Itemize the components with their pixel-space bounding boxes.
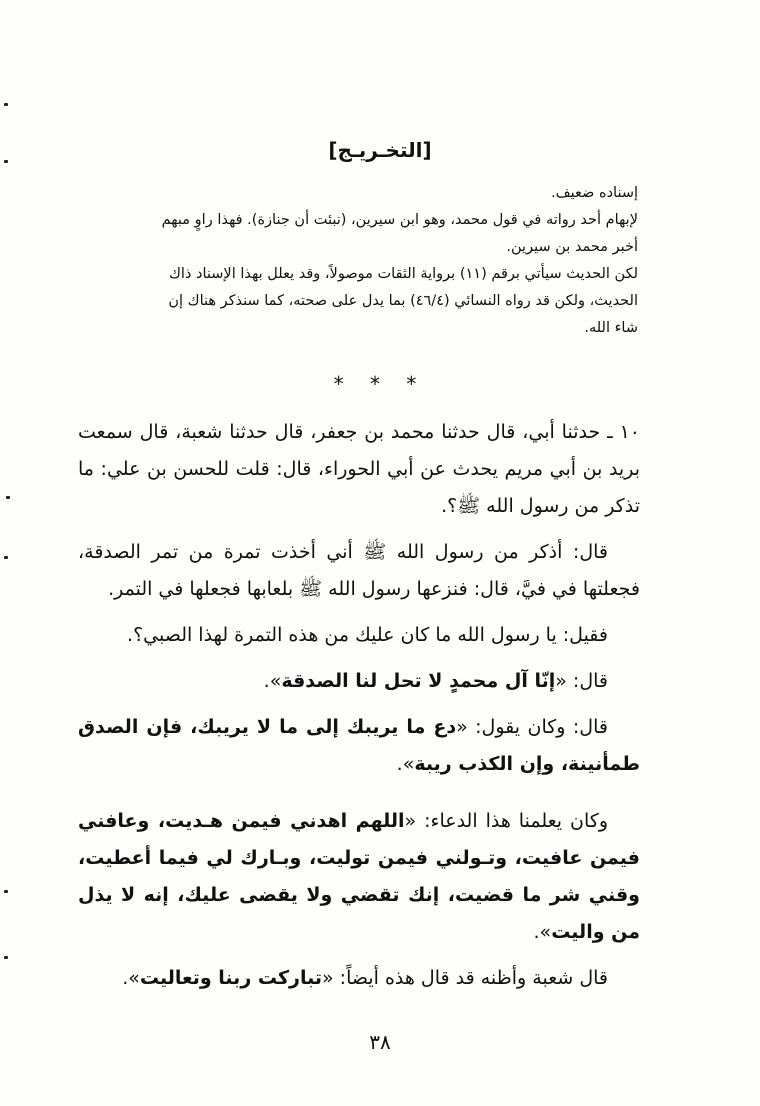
note-line: لإبهام أحد رواته في قول محمد، وهو ابن سيرين، (نبئت أن جنازة). فهذا راوٍ مبهم (161, 212, 638, 228)
note-line: شاء الله. (584, 320, 638, 336)
hadith-paragraph (78, 803, 640, 951)
quote-end: ». (263, 670, 282, 692)
hadith-text (78, 414, 640, 1006)
hadith-paragraph (78, 663, 640, 700)
takhrij-notes (80, 180, 638, 342)
quote-intro: قال شعبة وأظنه قد قال هذه أيضاً: « (322, 967, 608, 989)
hadith-paragraph (78, 960, 640, 997)
prophetic-quote: تباركت ربنا وتعاليت (139, 967, 322, 989)
note-line: الحديث، ولكن قد رواه النسائي (٤٦/٤) بما يدل على صحته، كما سنذكر هناك إن (168, 293, 638, 309)
scan-mark (4, 956, 8, 959)
note-line: إسناده ضعيف. (551, 185, 638, 201)
prophetic-quote: اللهم اهدني فيمن هـديت، وعافني فيمن عافيت، وتـولني فيمن توليت، وبـارك لي فيما أعطيت، وقني شر ما قضيت، إنك تقضي ولا يقضى عليك، إنه لا يذل من واليت (78, 810, 640, 943)
scan-mark (4, 890, 8, 893)
scan-mark (4, 556, 8, 559)
hadith-paragraph: قال: أذكر من رسول الله ﷺ أني أخذت تمرة من تمر الصدقة، فجعلتها في فيَّ، قال: فنزعها رسول الله ﷺ بلعابها فجعلها في التمر. (78, 541, 640, 600)
quote-intro: قال: « (555, 670, 608, 692)
prophetic-quote: دع ما يريبك إلى ما لا يريبك، فإن الصدق طمأنينة، وإن الكذب ريبة (78, 716, 640, 775)
prophetic-quote: إنّا آل محمدٍ لا تحل لنا الصدقة (281, 670, 556, 692)
quote-end: ». (122, 967, 140, 989)
page-number: ٣٨ (369, 1030, 391, 1054)
quote-end: ». (533, 921, 552, 943)
note-line: لكن الحديث سيأتي برقم (١١) برواية الثقات موصولاً، وقد يعلل بهذا الإسناد ذاك (168, 266, 638, 282)
hadith-paragraph: فقيل: يا رسول الله ما كان عليك من هذه التمرة لهذا الصبي؟. (127, 624, 608, 646)
quote-end: ». (396, 753, 415, 775)
hadith-isnad: ١٠ ـ حدثنا أبي، قال حدثنا محمد بن جعفر، قال حدثنا شعبة، قال سمعت بريد بن أبي مريم يحدث عن أبي الحوراء، قال: قلت للحسن بن علي: ما تذكر من رسول الله ﷺ؟. (78, 421, 640, 517)
section-separator: * * * (333, 372, 427, 396)
hadith-paragraph (78, 709, 640, 783)
quote-intro: قال: وكان يقول: « (456, 716, 608, 738)
section-heading: [التخـريـج] (328, 138, 432, 162)
note-line: أخبر محمد بن سيرين. (506, 239, 638, 255)
quote-intro: وكان يعلمنا هذا الدعاء: « (404, 810, 608, 832)
scan-mark (4, 103, 8, 106)
scan-mark (6, 496, 10, 499)
